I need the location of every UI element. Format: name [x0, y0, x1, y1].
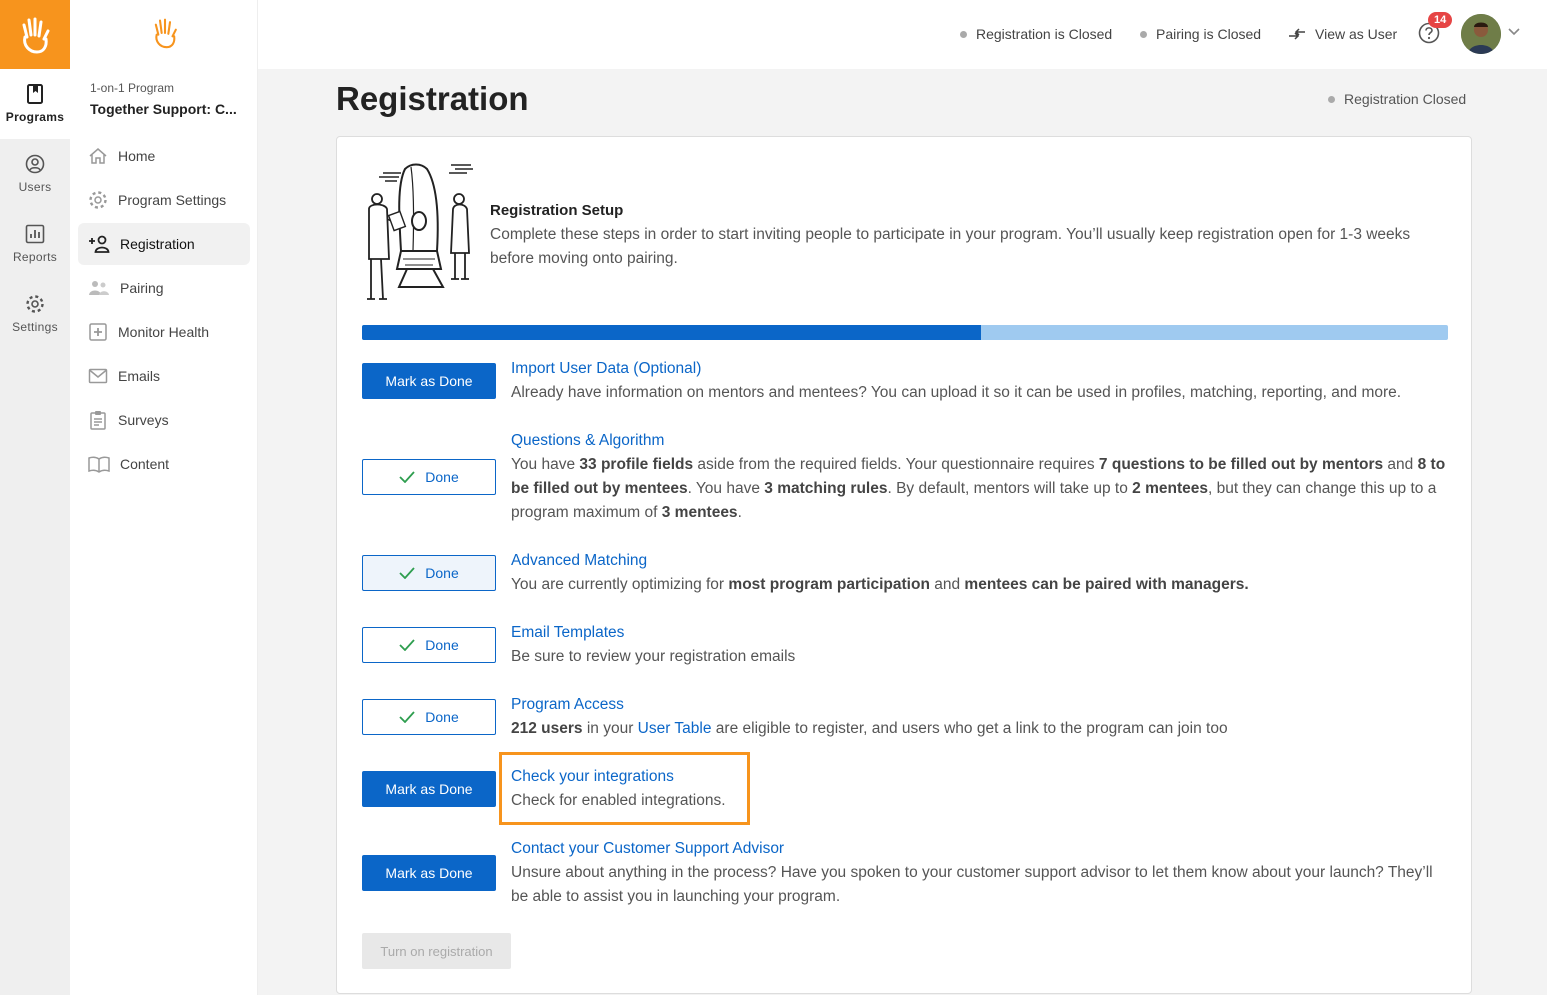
registration-status-indicator [960, 26, 1112, 42]
page-status-indicator [1328, 91, 1466, 107]
step-description: Check for enabled integrations. [511, 792, 726, 809]
app-rail [0, 0, 70, 995]
step-description: Unsure about anything in the process? Have you spoken to your customer support advisor to let them know about your launch? They’ll be able to assist you in launching your program. [511, 864, 1433, 905]
sidebar-item-label: Emails [118, 368, 161, 384]
sidebar-nav [78, 135, 250, 487]
setup-description: Complete these steps in order to start inviting people to participate in your program. You’ll usually keep registration open for 1-3 weeks before moving onto pairing. [490, 226, 1411, 267]
view-as-user-button[interactable] [1288, 26, 1397, 42]
user-circle-icon [25, 154, 45, 174]
book-icon [26, 84, 44, 104]
step-title-link[interactable]: Check your integrations [511, 768, 674, 785]
mark-as-done-button[interactable]: Mark as Done [362, 363, 496, 399]
sidebar-item-program-settings[interactable] [78, 179, 250, 221]
envelope-icon [88, 368, 108, 384]
plus-square-icon [88, 322, 108, 342]
rail-label: Settings [12, 320, 58, 334]
chevron-down-icon[interactable] [1508, 28, 1520, 36]
done-label: Done [425, 709, 459, 725]
notification-badge: 14 [1428, 12, 1452, 28]
done-label: Done [425, 637, 459, 653]
open-book-icon [88, 455, 110, 473]
program-sidebar [70, 0, 258, 995]
top-bar [258, 0, 1547, 69]
sidebar-item-label: Registration [120, 236, 195, 252]
mark-as-done-button[interactable]: Mark as Done [362, 855, 496, 891]
sidebar-item-pairing[interactable] [78, 267, 250, 309]
setup-progress-bar [362, 325, 1448, 340]
sidebar-item-content[interactable] [78, 443, 250, 485]
rail-label: Programs [5, 110, 65, 124]
sidebar-item-label: Home [118, 148, 156, 164]
turn-on-registration-button[interactable]: Turn on registration [362, 933, 511, 969]
mark-as-done-button[interactable]: Mark as Done [362, 771, 496, 807]
step-description: You are currently optimizing for most program participation and mentees can be paired with managers. [511, 576, 1249, 593]
step-title-link[interactable]: Questions & Algorithm [511, 432, 665, 449]
sidebar-item-registration[interactable] [78, 223, 250, 265]
step-description: Already have information on mentors and mentees? You can upload it so it can be used in profiles, matching, reporting, and more. [511, 384, 1402, 401]
status-dot [1328, 96, 1335, 103]
gear-icon [25, 294, 45, 314]
done-button[interactable] [362, 555, 496, 591]
highlight-box [499, 752, 750, 825]
step-title-link[interactable]: Advanced Matching [511, 552, 648, 569]
done-label: Done [425, 469, 459, 485]
sidebar-item-surveys[interactable] [78, 399, 250, 441]
rail-label: Reports [12, 250, 58, 264]
pairing-status-text: Pairing is Closed [1156, 26, 1262, 42]
done-button[interactable] [362, 699, 496, 735]
sidebar-item-monitor-health[interactable] [78, 311, 250, 353]
bar-chart-icon [25, 224, 45, 244]
page-status-text: Registration Closed [1344, 91, 1467, 107]
swap-arrows-icon [1288, 27, 1306, 41]
done-label: Done [425, 565, 459, 581]
pairing-status-indicator [1140, 26, 1261, 42]
user-avatar-icon [1461, 14, 1501, 54]
gear-icon [88, 190, 108, 210]
setup-title: Registration Setup [490, 202, 624, 219]
rail-item-settings[interactable] [0, 279, 70, 349]
done-button[interactable] [362, 459, 496, 495]
status-dot [1140, 31, 1147, 38]
setup-progress-fill [362, 325, 981, 340]
rail-label: Users [18, 180, 52, 194]
step-description: Be sure to review your registration emails [511, 648, 796, 665]
view-as-user-label: View as User [1315, 26, 1398, 42]
program-type: 1-on-1 Program [90, 81, 175, 95]
registration-status-text: Registration is Closed [976, 26, 1113, 42]
step-title-link[interactable]: Import User Data (Optional) [511, 360, 702, 377]
step-title-link[interactable]: Program Access [511, 696, 624, 713]
check-icon [399, 711, 415, 723]
program-name[interactable]: Together Support: C... [90, 101, 237, 117]
rail-item-users[interactable] [0, 139, 70, 209]
step-description: 212 users in your User Table are eligible to register, and users who get a link to the program can join too [511, 720, 1228, 737]
rail-item-reports[interactable] [0, 209, 70, 279]
home-icon [88, 147, 108, 165]
step-title-link[interactable]: Email Templates [511, 624, 625, 641]
step-title-link[interactable]: Contact your Customer Support Advisor [511, 840, 785, 857]
clipboard-icon [88, 410, 108, 430]
page-title: Registration [336, 80, 529, 117]
add-user-icon [88, 235, 110, 253]
rail-item-programs[interactable] [0, 69, 70, 139]
sidebar-item-label: Monitor Health [118, 324, 210, 340]
users-pair-icon [88, 279, 110, 297]
sidebar-item-label: Pairing [120, 280, 164, 296]
step-description: You have 33 profile fields aside from the required fields. Your questionnaire requires 7 questions to be filled out by mentors and 8 to be filled out by mentees. You have 3 matching rules. By default, mentors will take up to 2 mentees, but they can change this up to a program maximum of 3 mentees. [511, 456, 1446, 521]
registration-setup-card [336, 136, 1472, 994]
status-dot [960, 31, 967, 38]
hand-wave-icon [150, 16, 180, 50]
check-icon [399, 567, 415, 579]
check-icon [399, 639, 415, 651]
sidebar-item-label: Surveys [118, 412, 169, 428]
done-button[interactable] [362, 627, 496, 663]
sidebar-item-label: Program Settings [118, 192, 227, 208]
sidebar-item-label: Content [120, 456, 170, 472]
sidebar-item-home[interactable] [78, 135, 250, 177]
sidebar-item-emails[interactable] [78, 355, 250, 397]
avatar[interactable] [1461, 14, 1501, 54]
user-table-link[interactable]: User Table [637, 720, 712, 737]
rocket-illustration [359, 159, 479, 305]
app-logo[interactable] [0, 0, 70, 69]
hand-wave-icon [17, 15, 53, 55]
check-icon [399, 471, 415, 483]
